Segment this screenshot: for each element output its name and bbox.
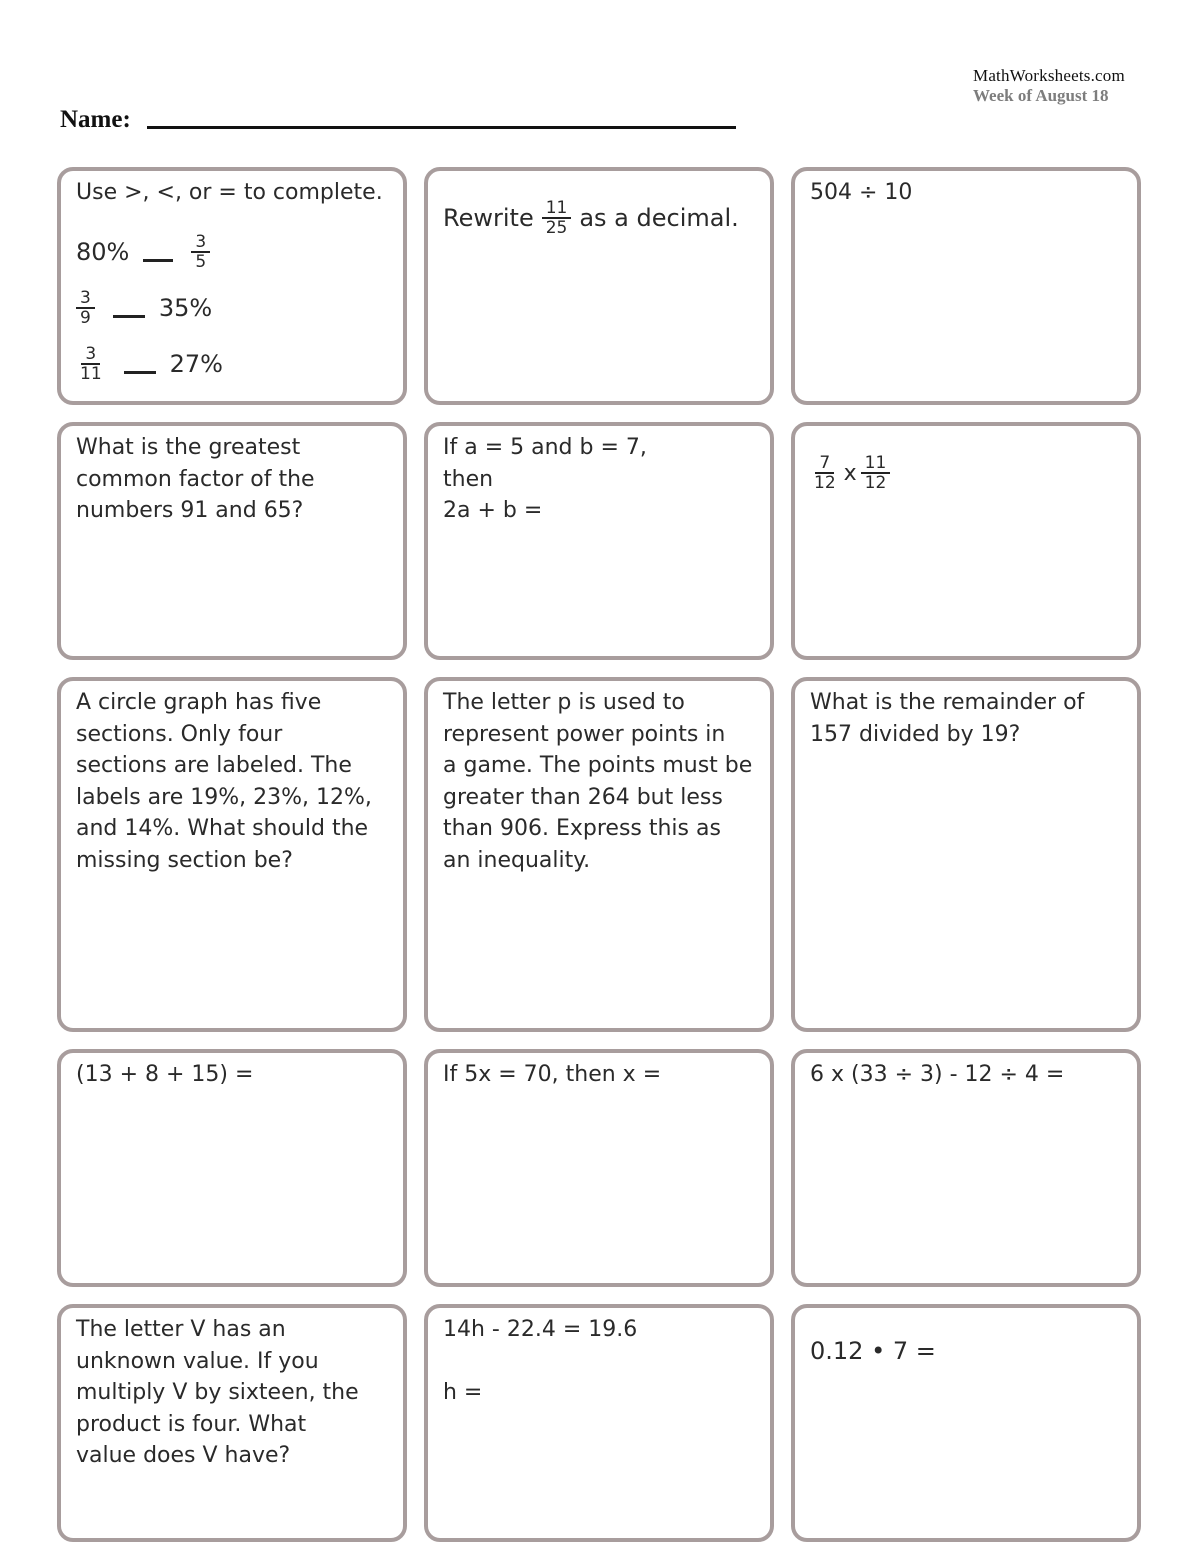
compare-row-1: [76, 233, 214, 271]
fraction-3-9: $\frac{3}{9}$: [76, 289, 95, 327]
problem-8-text: The letter p is used to represent power points in a game. The points must be greater than 264 but less than 906. Express this as an inequality.: [443, 690, 753, 873]
compare-row-2: [76, 289, 212, 327]
problem-box-8: [424, 677, 774, 1032]
fraction-3-11: $\frac{3}{11}$: [80, 344, 102, 384]
problem-box-6: [791, 422, 1141, 660]
site-name: MathWorksheets.com: [973, 66, 1125, 85]
name-label: Name:: [60, 106, 131, 133]
multiply-sign: x: [843, 460, 857, 486]
compare-row-3: [76, 345, 223, 383]
problem-box-13: [57, 1304, 407, 1542]
problem-9-text: What is the remainder of 157 divided by 19?: [810, 690, 1085, 747]
week-label: Week of August 18: [973, 86, 1109, 105]
answer-blank-2[interactable]: [113, 315, 145, 318]
problem-box-4: [57, 422, 407, 660]
problem-box-9: [791, 677, 1141, 1032]
answer-blank-3[interactable]: [124, 371, 156, 374]
compare-2-right: 35%: [158, 294, 213, 322]
problem-3-text: 504 ÷ 10: [810, 180, 913, 205]
problem-box-14: [424, 1304, 774, 1542]
problem-14-equation: 14h - 22.4 = 19.6: [443, 1317, 638, 1342]
name-line: [147, 126, 736, 129]
problem-box-12: [791, 1049, 1141, 1287]
problem-box-5: [424, 422, 774, 660]
problem-box-15: [791, 1304, 1141, 1542]
problem-13-text: The letter V has an unknown value. If you multiply V by sixteen, the product is four. What value does V have?: [76, 1317, 359, 1468]
problem-5-text: If a = 5 and b = 7, then 2a + b =: [443, 435, 647, 523]
problem-6-expression: [810, 454, 1137, 492]
problem-box-10: [57, 1049, 407, 1287]
problem-4-text: What is the greatest common factor of the numbers 91 and 65?: [76, 435, 315, 523]
problem-box-11: [424, 1049, 774, 1287]
problem-7-text: A circle graph has five sections. Only four sections are labeled. The labels are 19%, 23%, 12%, and 14%. What should the missing section be?: [76, 690, 372, 873]
problem-box-3: [791, 167, 1141, 405]
problem-box-1: [57, 167, 407, 405]
problem-1-instruction: Use >, <, or = to complete.: [76, 180, 383, 205]
compare-3-right: 27%: [169, 350, 223, 378]
fraction-11-25: $\frac{11}{25}$: [542, 199, 572, 237]
problem-15-text: 0.12 • 7 =: [810, 1337, 936, 1365]
fraction-3-5: $\frac{3}{5}$: [191, 233, 210, 271]
problem-box-2: [424, 167, 774, 405]
problem-12-text: 6 x (33 ÷ 3) - 12 ÷ 4 =: [810, 1062, 1065, 1087]
problem-11-text: If 5x = 70, then x =: [443, 1062, 662, 1087]
fraction-11-12: $\frac{11}{12}$: [861, 454, 891, 492]
problem-2-text: Rewrite $\frac{11}{25}$ as a decimal.: [443, 198, 739, 238]
compare-1-left: 80%: [76, 238, 130, 266]
problem-box-7: [57, 677, 407, 1032]
problem-10-text: (13 + 8 + 15) =: [76, 1062, 254, 1087]
problem-14-answer: h =: [443, 1379, 483, 1405]
answer-blank-1[interactable]: [143, 259, 173, 262]
fraction-7-12: $\frac{7}{12}$: [814, 453, 836, 493]
